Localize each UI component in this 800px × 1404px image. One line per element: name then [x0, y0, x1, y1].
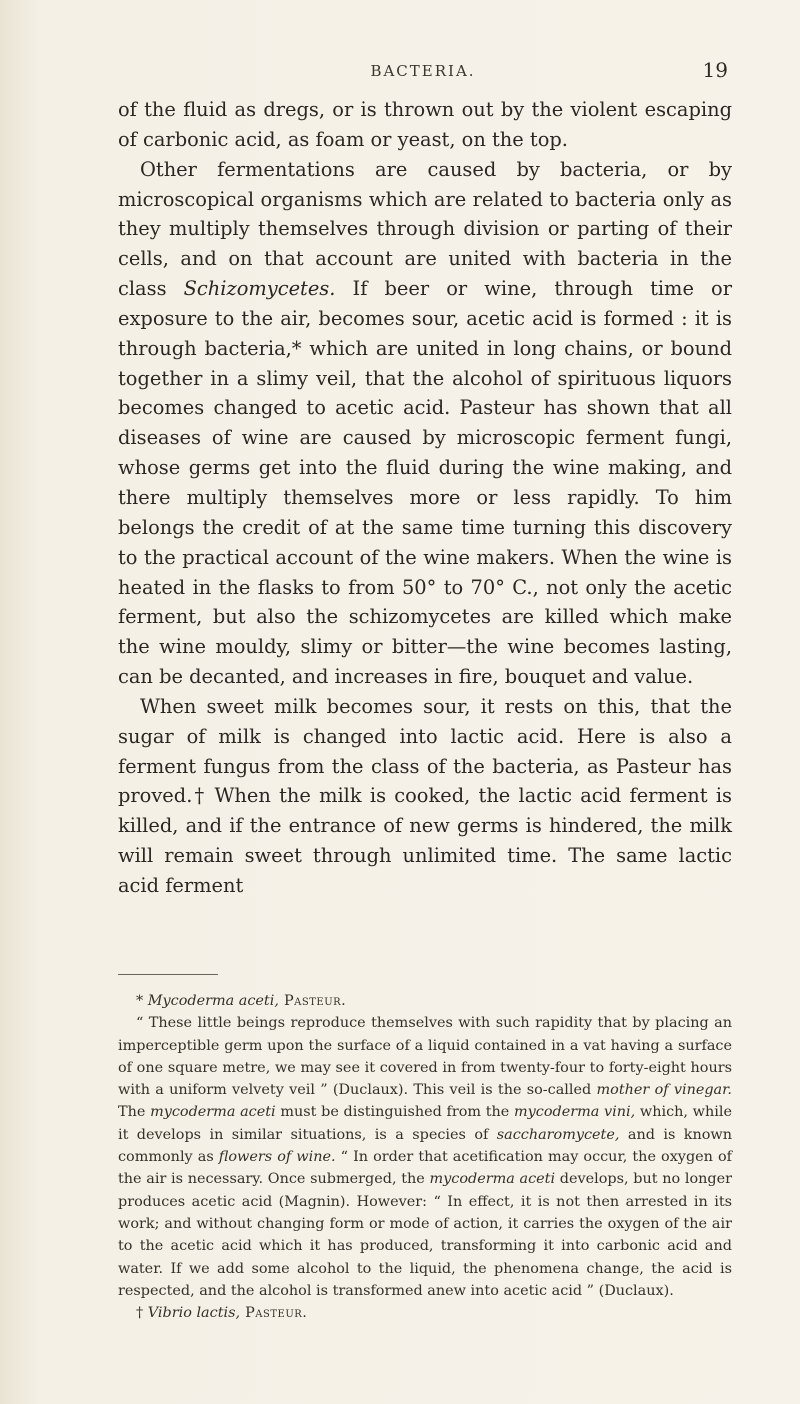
footnote-text: The	[118, 1104, 151, 1121]
footnote-text: which, while it develops in similar situations, is a species of	[118, 1104, 732, 1143]
footnote-italic: mycoderma vini,	[514, 1104, 636, 1121]
footnote-1-quote	[118, 1012, 732, 1302]
footnote-italic: saccharomycete,	[496, 1126, 620, 1143]
footnote-text: must be distinguished from the	[275, 1104, 514, 1121]
footnote-text: “ In order that acetification may occur, the oxygen of the air is necessary. Once submerged, the	[118, 1149, 732, 1188]
page-header	[118, 58, 728, 88]
footnote-1-term: Mycoderma aceti,	[147, 993, 279, 1009]
footnote-italic: flowers of wine.	[218, 1149, 336, 1166]
page-number: 19	[702, 58, 728, 82]
paragraph-3-text: When sweet milk becomes sour, it rests on this, that the sugar of milk is changed into lactic acid. Here is also a ferment fungus from the class of the bacteria, as Pasteur has proved.† When the milk is cooked, the lactic acid ferment is killed, and if the entrance of new germs is hindered, the milk will remain sweet through unlimited time. The same lactic acid ferment	[118, 694, 732, 897]
main-text	[118, 95, 732, 901]
footnote-italic: mother of vinegar.	[596, 1082, 733, 1099]
footnote-text: develops, but no longer produces acetic acid (Magnin). However: “ In effect, it is not then arrested in its work; and without changing form or mode of action, it carries the oxygen of the air to the acetic acid which it has produced, transforming it into carbonic acid and water. If we add some alcohol to the liquid, the phenomena change, the acid is respected, and the alcohol is transformed anew into acetic acid ” (Duclaux).	[118, 1171, 733, 1299]
footnote-1	[118, 990, 732, 1012]
schizomycetes-term: Schizomycetes.	[183, 277, 336, 301]
footnote-1-mark: *	[136, 993, 148, 1009]
footnote-rule	[118, 974, 218, 975]
footnote-text: and is known commonly as	[118, 1126, 732, 1166]
footnote-2-term: Vibrio lactis,	[147, 1305, 241, 1322]
running-head: BACTERIA.	[370, 62, 476, 80]
paragraph-1	[118, 95, 732, 155]
footnote-italic: mycoderma aceti	[150, 1104, 276, 1121]
footnote-2-mark: †	[136, 1305, 148, 1322]
paragraph-2	[118, 155, 732, 692]
footnotes	[118, 990, 732, 1324]
footnote-italic: mycoderma aceti	[429, 1171, 556, 1188]
footnote-2	[118, 1302, 732, 1324]
paragraph-2-text-a: Other fermentations are caused by bacteria, or by microscopical organisms which are related to bacteria only as they multiply themselves through division or parting of their cells, and on that account are united with bacteria in the class	[118, 157, 732, 301]
footnote-1-author: Pasteur.	[278, 993, 347, 1009]
footnote-2-author: Pasteur.	[240, 1305, 308, 1322]
paragraph-3	[118, 692, 732, 901]
paragraph-2-text-b: If beer or wine, through time or exposure to the air, becomes sour, acetic acid is formed : it is through bacteria,* which are united in long chains, or bound together in a slimy veil, that the alcohol of spirituous liquors becomes changed to acetic acid. Pasteur has shown that all diseases of wine are caused by microscopic ferment fungi, whose germs get into the fluid during the wine making, and there multiply themselves more or less rapidly. To him belongs the credit of at the same time turning this discovery to the practical account of the wine makers. When the wine is heated in the flasks to from 50° to 70° C., not only the acetic ferment, but also the schizomycetes are killed which make the wine mouldy, slimy or bitter—the wine becomes lasting, can be decanted, and increases in fire, bouquet and value.	[118, 277, 732, 689]
footnote-text: “ These little beings reproduce themselves with such rapidity that by placing an imperceptible germ upon the surface of a liquid contained in a vat having a surface of one square metre, we may see it covered in from twenty-four to forty-eight hours with a uniform velvety veil ” (Duclaux). This veil is the so-called	[118, 1015, 732, 1099]
paragraph-1-text: of the fluid as dregs, or is thrown out by the violent escaping of carbonic acid, as foam or yeast, on the top.	[118, 98, 732, 151]
